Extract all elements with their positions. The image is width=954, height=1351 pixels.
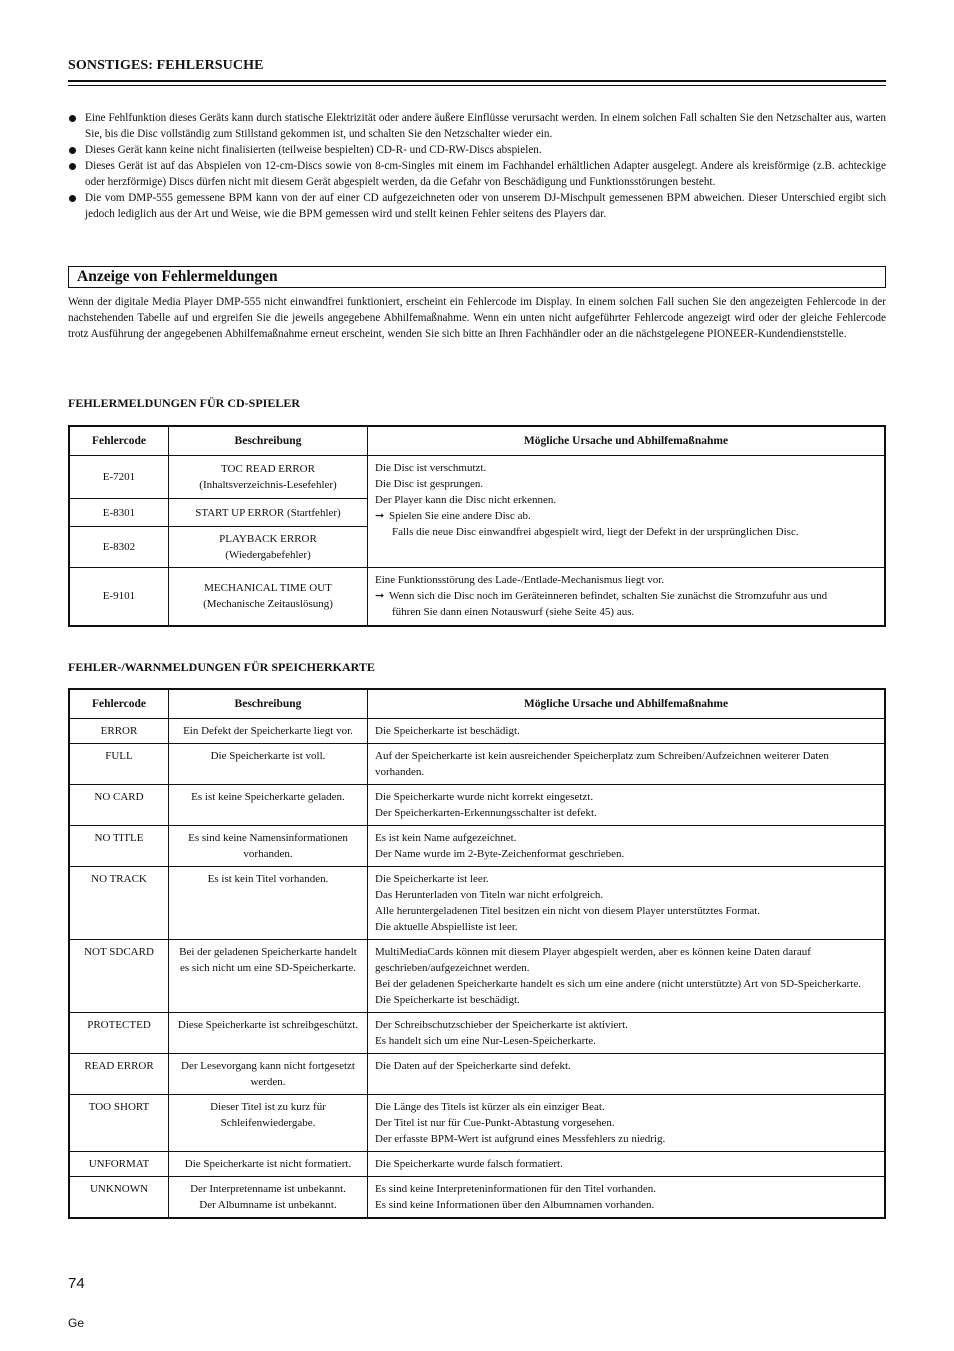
description-cell: Der Interpretenname ist unbekannt. Der Albumname ist unbekannt. bbox=[169, 1177, 368, 1219]
error-code-cell: FULL bbox=[69, 744, 169, 785]
cause-cell: Es ist kein Name aufgezeichnet. Der Name wurde im 2-Byte-Zeichenformat geschrieben. bbox=[368, 826, 886, 867]
table-header-row bbox=[69, 689, 885, 719]
notes-list bbox=[68, 110, 886, 222]
cause-cell: Die Speicherkarte ist beschädigt. bbox=[368, 719, 886, 744]
column-header-code: Fehlercode bbox=[69, 426, 169, 456]
cd-error-table bbox=[68, 425, 886, 627]
cause-cell: MultiMediaCards können mit diesem Player abgespielt werden, aber es können keine Daten darauf geschrieben/aufgezeichnet werden. Bei der geladenen Speicherkarte handelt es sich um eine andere (nicht unterstützte) Art von SD-Speicherkarte. Die Speicherkarte ist beschädigt. bbox=[368, 940, 886, 1013]
error-code-cell: READ ERROR bbox=[69, 1054, 169, 1095]
page-number: 74 bbox=[68, 1275, 85, 1292]
section-title-box: Anzeige von Fehlermeldungen bbox=[68, 266, 886, 288]
description-cell: Es ist kein Titel vorhanden. bbox=[169, 867, 368, 940]
note-item: Dieses Gerät kann keine nicht finalisierten (teilweise bespielten) CD-R- und CD-RW-Discs abspielen. bbox=[68, 142, 886, 158]
cause-cell: Die Speicherkarte wurde falsch formatiert. bbox=[368, 1152, 886, 1177]
error-code-cell: NOT SDCARD bbox=[69, 940, 169, 1013]
error-code-cell: TOO SHORT bbox=[69, 1095, 169, 1152]
cause-cell: Die Speicherkarte wurde nicht korrekt eingesetzt. Der Speicherkarten-Erkennungsschalter ist defekt. bbox=[368, 785, 886, 826]
cause-cell: Eine Funktionsstörung des Lade-/Entlade-Mechanismus liegt vor. ➞ Wenn sich die Disc noch im Geräteinneren befindet, schalten Sie zunächst die Stromzufuhr aus und führen Sie dann einen Notauswurf (siehe Seite 45) aus. bbox=[368, 568, 886, 626]
table-row bbox=[69, 744, 885, 785]
error-code-cell: E-9101 bbox=[69, 568, 169, 626]
column-header-cause: Mögliche Ursache und Abhilfemaßnahme bbox=[368, 689, 886, 719]
cause-cell: Die Länge des Titels ist kürzer als ein einziger Beat. Der Titel ist nur für Cue-Punkt-Abtastung vorgesehen. Der erfasste BPM-Wert ist aufgrund eines Messfehlers zu niedrig. bbox=[368, 1095, 886, 1152]
table-row bbox=[69, 1095, 885, 1152]
description-cell: Der Lesevorgang kann nicht fortgesetzt werden. bbox=[169, 1054, 368, 1095]
card-errors-heading: FEHLER-/WARNMELDUNGEN FÜR SPEICHERKARTE bbox=[68, 660, 375, 674]
error-code-cell: UNKNOWN bbox=[69, 1177, 169, 1219]
table-row bbox=[69, 1054, 885, 1095]
description-cell: Es ist keine Speicherkarte geladen. bbox=[169, 785, 368, 826]
arrow-right-icon: ➞ bbox=[375, 590, 385, 602]
description-cell: TOC READ ERROR (Inhaltsverzeichnis-Lesefehler) bbox=[169, 456, 368, 499]
error-code-cell: E-8301 bbox=[69, 499, 169, 527]
error-code-cell: E-7201 bbox=[69, 456, 169, 499]
description-cell: PLAYBACK ERROR (Wiedergabefehler) bbox=[169, 527, 368, 568]
column-header-description: Beschreibung bbox=[169, 689, 368, 719]
cd-errors-heading: FEHLERMELDUNGEN FÜR CD-SPIELER bbox=[68, 396, 301, 410]
table-row bbox=[69, 568, 885, 626]
error-code-cell: E-8302 bbox=[69, 527, 169, 568]
intro-paragraph: Wenn der digitale Media Player DMP-555 nicht einwandfrei funktioniert, erscheint ein Fehlercode im Display. In einem solchen Fall suchen Sie den angezeigten Fehlercode in der nachstehenden Tabelle auf und ergreifen Sie die jeweils angegebene Abhilfemaßnahme. Wenn ein unten nicht aufgeführter Fehlercode angezeigt wird oder der gleiche Fehlercode trotz Ausführung der angegebenen Abhilfemaßnahme erneut erscheint, wenden Sie sich bitte an Ihren Fachhändler oder an die nächstgelegene PIONEER-Kundendienststelle. bbox=[68, 296, 886, 340]
language-code: Ge bbox=[68, 1316, 85, 1330]
description-cell: START UP ERROR (Startfehler) bbox=[169, 499, 368, 527]
error-code-cell: ERROR bbox=[69, 719, 169, 744]
cause-cell: Die Disc ist verschmutzt. Die Disc ist gesprungen. Der Player kann die Disc nicht erkennen. ➞ Spielen Sie eine andere Disc ab. Falls die neue Disc einwandfrei abgespielt wird, liegt der Defekt in der ursprünglichen Disc. bbox=[368, 456, 886, 568]
memory-card-error-table bbox=[68, 688, 886, 1219]
note-item: Eine Fehlfunktion dieses Geräts kann durch statische Elektrizität oder andere äußere Einflüsse verursacht werden. In einem solchen Fall schalten Sie den Netzschalter aus, warten Sie, bis die Disc vollständig zum Stillstand gekommen ist, und schalten Sie den Netzschalter wieder ein. bbox=[68, 110, 886, 142]
table-row bbox=[69, 785, 885, 826]
cause-cell: Es sind keine Interpreteninformationen für den Titel vorhanden. Es sind keine Informationen über den Albumnamen vorhanden. bbox=[368, 1177, 886, 1219]
cause-cell: Der Schreibschutzschieber der Speicherkarte ist aktiviert. Es handelt sich um eine Nur-Lesen-Speicherkarte. bbox=[368, 1013, 886, 1054]
cause-cell: Auf der Speicherkarte ist kein ausreichender Speicherplatz zum Schreiben/Aufzeichnen weiterer Daten vorhanden. bbox=[368, 744, 886, 785]
section-header: SONSTIGES: FEHLERSUCHE bbox=[68, 58, 264, 73]
note-item: Die vom DMP-555 gemessene BPM kann von der auf einer CD aufgezeichneten oder von unserem DJ-Mischpult gemessenen BPM abweichen. Dieser Unterschied ergibt sich jedoch lediglich aus der Art und Weise, wie die BPM gemessen wird und stellt keinen Fehler seitens des Players dar. bbox=[68, 190, 886, 222]
table-row bbox=[69, 940, 885, 1013]
header-rule-thin bbox=[68, 85, 886, 86]
table-row bbox=[69, 456, 885, 499]
arrow-right-icon: ➞ bbox=[375, 510, 385, 522]
description-cell: MECHANICAL TIME OUT (Mechanische Zeitauslösung) bbox=[169, 568, 368, 626]
description-cell: Es sind keine Namensinformationen vorhanden. bbox=[169, 826, 368, 867]
column-header-code: Fehlercode bbox=[69, 689, 169, 719]
bullet-icon bbox=[69, 195, 76, 202]
table-row bbox=[69, 1152, 885, 1177]
table-header-row bbox=[69, 426, 885, 456]
table-row bbox=[69, 826, 885, 867]
description-cell: Ein Defekt der Speicherkarte liegt vor. bbox=[169, 719, 368, 744]
cause-cell: Die Daten auf der Speicherkarte sind defekt. bbox=[368, 1054, 886, 1095]
note-item: Dieses Gerät ist auf das Abspielen von 12-cm-Discs sowie von 8-cm-Singles mit einem im Fachhandel erhältlichen Adapter ausgelegt. Andere als kreisförmige (z.B. achteckige oder herzförmige) Discs dürfen nicht mit diesem Gerät abgespielt werden, da die Gefahr von Beschädigung und Funktionsstörungen besteht. bbox=[68, 158, 886, 190]
error-code-cell: NO CARD bbox=[69, 785, 169, 826]
table-row bbox=[69, 1177, 885, 1219]
table-row bbox=[69, 719, 885, 744]
error-code-cell: NO TITLE bbox=[69, 826, 169, 867]
bullet-icon bbox=[69, 115, 76, 122]
column-header-description: Beschreibung bbox=[169, 426, 368, 456]
column-header-cause: Mögliche Ursache und Abhilfemaßnahme bbox=[368, 426, 886, 456]
description-cell: Die Speicherkarte ist nicht formatiert. bbox=[169, 1152, 368, 1177]
description-cell: Dieser Titel ist zu kurz für Schleifenwiedergabe. bbox=[169, 1095, 368, 1152]
error-code-cell: NO TRACK bbox=[69, 867, 169, 940]
bullet-icon bbox=[69, 163, 76, 170]
error-code-cell: PROTECTED bbox=[69, 1013, 169, 1054]
cause-cell: Die Speicherkarte ist leer. Das Herunterladen von Titeln war nicht erfolgreich. Alle heruntergeladenen Titel besitzen ein nicht von diesem Player unterstütztes Format. Die aktuelle Abspielliste ist leer. bbox=[368, 867, 886, 940]
error-code-cell: UNFORMAT bbox=[69, 1152, 169, 1177]
header-rule bbox=[68, 80, 886, 82]
description-cell: Diese Speicherkarte ist schreibgeschützt. bbox=[169, 1013, 368, 1054]
description-cell: Bei der geladenen Speicherkarte handelt es sich nicht um eine SD-Speicherkarte. bbox=[169, 940, 368, 1013]
description-cell: Die Speicherkarte ist voll. bbox=[169, 744, 368, 785]
bullet-icon bbox=[69, 147, 76, 154]
table-row bbox=[69, 1013, 885, 1054]
table-row bbox=[69, 867, 885, 940]
